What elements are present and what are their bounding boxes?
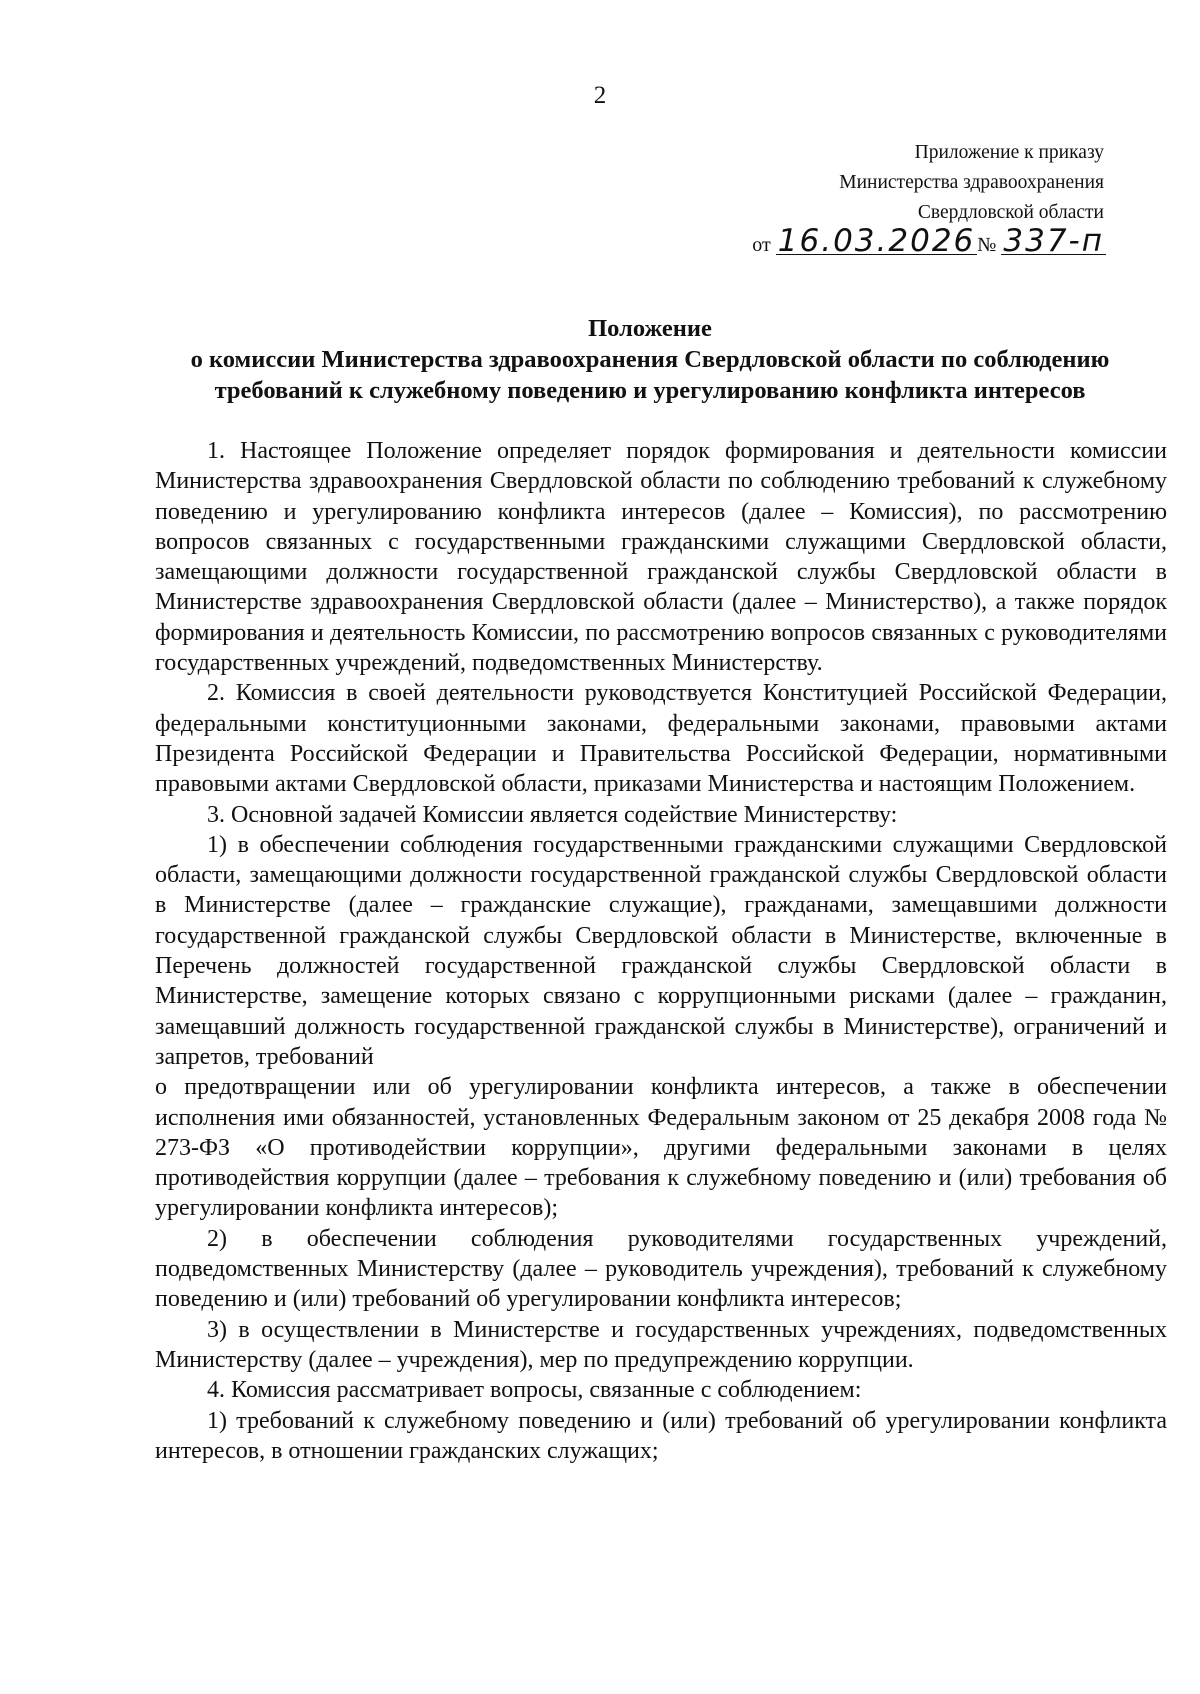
title-line: Положение [588, 315, 712, 342]
paragraph: 1. Настоящее Положение определяет порядок формирования и деятельности комиссии Министерства здравоохранения Свердловской области по соблюдению требований к служебному поведению и урегулированию конфликта интересов (далее – Комиссия), по рассмотрению вопросов связанных с государственными гражданскими служащими Свердловской области, замещающими должности государственной гражданской службы Свердловской области в Министерстве здравоохранения Свердловской области (далее – Министерство), а также порядок формирования и деятельность Комиссии, по рассмотрению вопросов связанных с руководителями государственных учреждений, подведомственных Министерству. [155, 438, 1167, 677]
page-number: 2 [593, 82, 607, 109]
document-body [155, 436, 1167, 1466]
paragraph: 2. Комиссия в своей деятельности руководствуется Конституцией Российской Федерации, федеральными конституционными законами, федеральными законами, правовыми актами Президента Российской Федерации и Правительства Российской Федерации, нормативными правовыми актами Свердловской области, приказами Министерства и настоящим Положением. [155, 680, 1167, 798]
paragraph: 3) в осуществлении в Министерстве и государственных учреждениях, подведомственных Министерству (далее – учреждения), мер по предупреждению коррупции. [155, 1316, 1167, 1373]
paragraph: о предотвращении или об урегулировании конфликта интересов, а также в обеспечении исполнения ими обязанностей, установленных Федеральным законом от 25 декабря 2008 года № 273-ФЗ «О противодействии коррупции», другими федеральными законами в целях противодействия коррупции (далее – требования к служебному поведению и (или) требования об урегулировании конфликта интересов); [155, 1074, 1167, 1222]
paragraph: 4. Комиссия рассматривает вопросы, связанные с соблюдением: [207, 1377, 862, 1404]
paragraph: 3. Основной задачей Комиссии является содействие Министерству: [207, 801, 898, 828]
order-date-handwritten: 16.03.2026 [777, 223, 976, 259]
title-line: о комиссии Министерства здравоохранения Свердловской области по соблюдению [190, 346, 1110, 373]
order-date-number [646, 223, 1106, 259]
appendix-line: Министерства здравоохранения [839, 172, 1104, 193]
appendix-line: Свердловской области [917, 202, 1104, 223]
paragraph: 1) в обеспечении соблюдения государственными гражданскими служащими Свердловской области, замещающими должности государственной гражданской службы Свердловской области в Министерстве (далее – гражданские служащие), гражданами, замещавшими должности государственной гражданской службы Свердловской области в Министерстве, включенные в Перечень должностей государственной гражданской службы Свердловской области в Министерстве, замещение которых связано с коррупционными рисками (далее – гражданин, замещавший должность государственной гражданской службы в Министерстве), ограничений и запретов, требований [155, 831, 1167, 1070]
appendix-header [644, 138, 1104, 228]
order-prefix: от [752, 234, 771, 256]
order-number-handwritten: 337-п [1003, 223, 1104, 259]
document-title [150, 313, 1150, 406]
appendix-line: Приложение к приказу [914, 142, 1104, 163]
paragraph: 1) требований к служебному поведению и (или) требований об урегулировании конфликта интересов, в отношении гражданских служащих; [155, 1407, 1167, 1464]
title-line: требований к служебному поведению и урегулированию конфликта интересов [214, 377, 1086, 404]
order-number-label: № [977, 234, 997, 256]
paragraph: 2) в обеспечении соблюдения руководителями государственных учреждений, подведомственных Министерству (далее – руководитель учреждения), требований к служебному поведению и (или) требований об урегулировании конфликта интересов; [155, 1225, 1167, 1313]
